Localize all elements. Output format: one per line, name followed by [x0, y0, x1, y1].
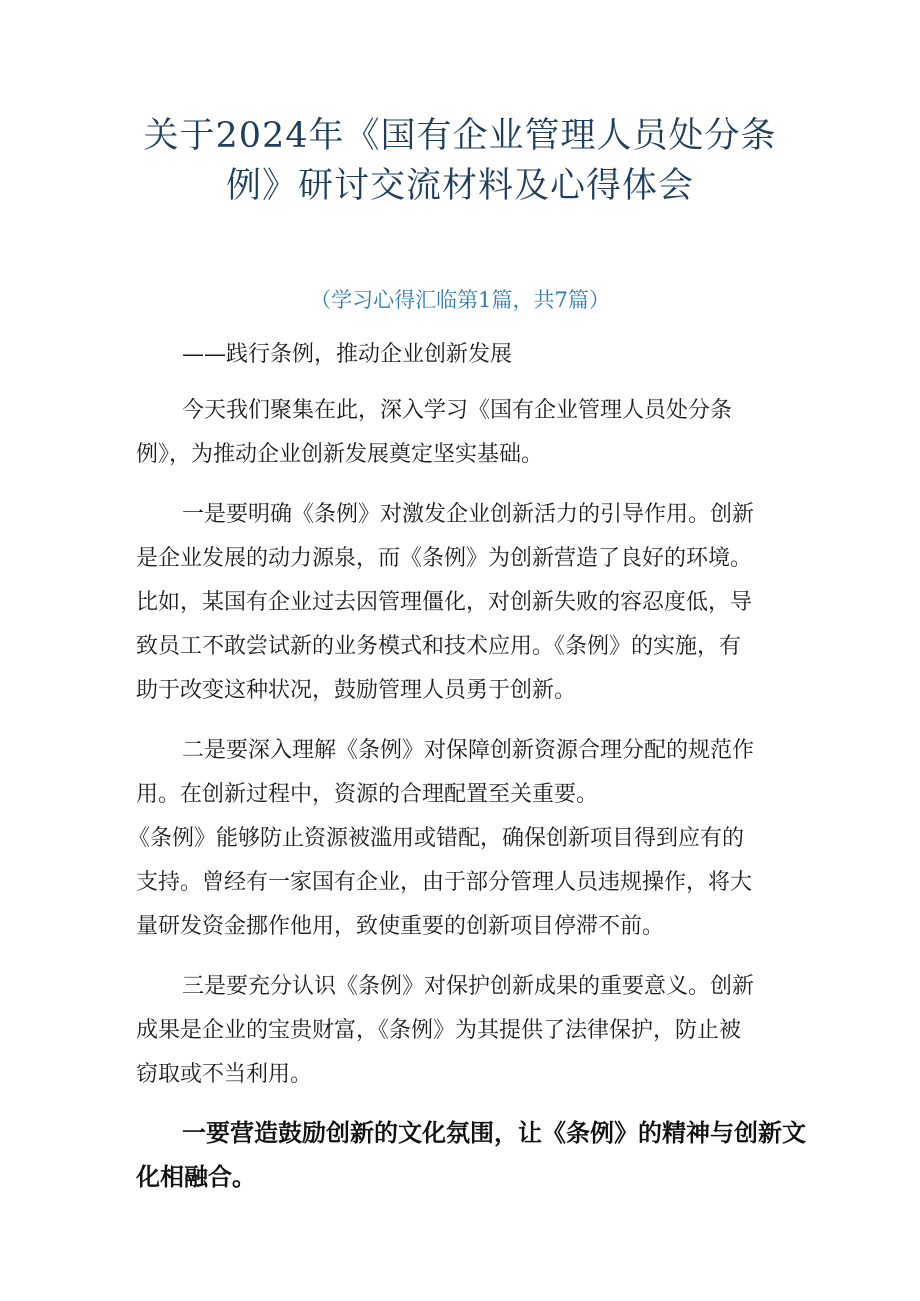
paragraph-2-line: 助于改变这种状况，鼓励管理人员勇于创新。 [136, 678, 577, 703]
bold-paragraph-line: 一要营造鼓励创新的文化氛围，让《条例》的精神与创新文 [182, 1119, 806, 1147]
paragraph-2-line: 比如，某国有企业过去因管理僵化，对创新失败的容忍度低，导 [136, 590, 753, 615]
paragraph-2-line: 是企业发展的动力源泉，而《条例》为创新营造了良好的环境。 [136, 546, 753, 571]
paragraph-3-line: 《条例》能够防止资源被滥用或错配，确保创新项目得到应有的 [128, 826, 745, 851]
paragraph-2-line: 致员工不敢尝试新的业务模式和技术应用。《条例》的实施，有 [136, 634, 742, 659]
paragraph-3-line: 支持。曾经有一家国有企业，由于部分管理人员违规操作，将大 [136, 870, 753, 895]
document-subtitle: （学习心得汇临第1篇，共7篇） [310, 288, 610, 312]
paragraph-1-line: 例》，为推动企业创新发展奠定坚实基础。 [136, 442, 544, 467]
paragraph-4-line: 窃取或不当利用。 [136, 1062, 313, 1087]
bold-paragraph-line: 化相融合。 [136, 1163, 256, 1191]
document-title-line-1: 关于2024年《国有企业管理人员处分条 [143, 116, 777, 156]
paragraph-4-line: 三是要充分认识《条例》对保护创新成果的重要意义。创新 [182, 974, 755, 999]
paragraph-3-line: 量研发资金挪作他用，致使重要的创新项目停滞不前。 [136, 914, 665, 939]
section-heading: ——践行条例，推动企业创新发展 [182, 342, 513, 367]
paragraph-3-line: 用。在创新过程中，资源的合理配置至关重要。 [136, 782, 599, 807]
document-title-line-2: 例》研讨交流材料及心得体会 [225, 166, 694, 206]
paragraph-1-line: 今天我们聚集在此，深入学习《国有企业管理人员处分条 [182, 398, 733, 423]
paragraph-4-line: 成果是企业的宝贵财富，《条例》为其提供了法律保护，防止被 [136, 1018, 742, 1043]
paragraph-3-line: 二是要深入理解《条例》对保障创新资源合理分配的规范作 [182, 738, 755, 763]
paragraph-2-line: 一是要明确《条例》对激发企业创新活力的引导作用。创新 [182, 502, 755, 527]
